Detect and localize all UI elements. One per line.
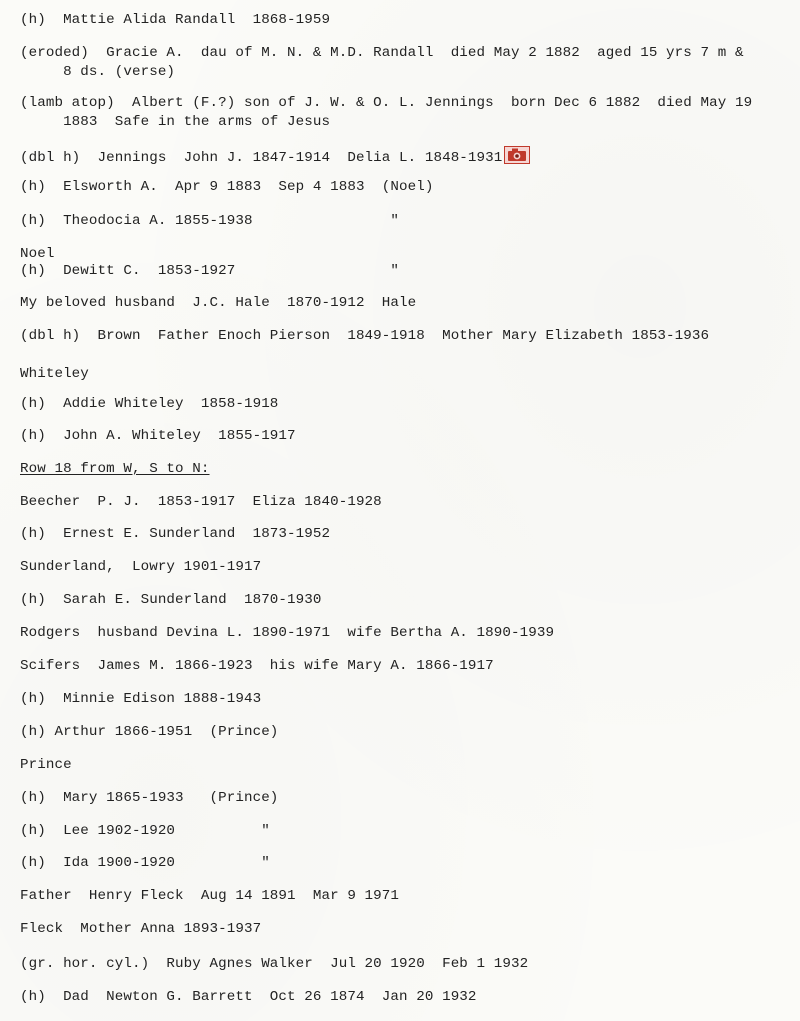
entry-jennings-text: (dbl h) Jennings John J. 1847-1914 Delia L. 1848-1931	[20, 150, 503, 166]
entry-jennings-albert: (lamb atop) Albert (F.?) son of J. W. & O. L. Jennings born Dec 6 1882 died May 19	[20, 95, 753, 111]
entry-rodgers: Rodgers husband Devina L. 1890-1971 wife Bertha A. 1890-1939	[20, 625, 555, 641]
entry-prince-heading: Prince	[20, 757, 72, 773]
entry-ida-prince: (h) Ida 1900-1920 "	[20, 855, 270, 871]
entry-jennings-john-delia	[20, 146, 530, 166]
entry-sarah-sunderland: (h) Sarah E. Sunderland 1870-1930	[20, 592, 322, 608]
entry-randall-mattie: (h) Mattie Alida Randall 1868-1959	[20, 12, 331, 28]
entry-whiteley-heading: Whiteley	[20, 366, 89, 382]
entry-hale: My beloved husband J.C. Hale 1870-1912 Hale	[20, 295, 417, 311]
entry-lee-prince: (h) Lee 1902-1920 "	[20, 823, 270, 839]
camera-icon[interactable]	[504, 146, 530, 164]
entry-noel-heading: Noel	[20, 246, 55, 262]
entry-randall-gracie: (eroded) Gracie A. dau of M. N. & M.D. Randall died May 2 1882 aged 15 yrs 7 m &	[20, 45, 744, 61]
section-heading-row-18: Row 18 from W, S to N:	[20, 461, 210, 477]
entry-jennings-albert-cont: 1883 Safe in the arms of Jesus	[20, 114, 331, 130]
entry-ruby-walker: (gr. hor. cyl.) Ruby Agnes Walker Jul 20 1920 Feb 1 1932	[20, 956, 529, 972]
entry-ernest-sunderland: (h) Ernest E. Sunderland 1873-1952	[20, 526, 331, 542]
entry-minnie-edison: (h) Minnie Edison 1888-1943	[20, 691, 262, 707]
entry-theodocia: (h) Theodocia A. 1855-1938 "	[20, 213, 400, 229]
entry-brown: (dbl h) Brown Father Enoch Pierson 1849-1918 Mother Mary Elizabeth 1853-1936	[20, 328, 710, 344]
entry-dewitt: (h) Dewitt C. 1853-1927 "	[20, 263, 400, 279]
entry-mary-prince: (h) Mary 1865-1933 (Prince)	[20, 790, 279, 806]
entry-noel-elsworth: (h) Elsworth A. Apr 9 1883 Sep 4 1883 (Noel)	[20, 179, 434, 195]
entry-scifers: Scifers James M. 1866-1923 his wife Mary A. 1866-1917	[20, 658, 494, 674]
entry-anna-fleck: Fleck Mother Anna 1893-1937	[20, 921, 262, 937]
entry-beecher: Beecher P. J. 1853-1917 Eliza 1840-1928	[20, 494, 382, 510]
entry-john-whiteley: (h) John A. Whiteley 1855-1917	[20, 428, 296, 444]
entry-arthur-prince: (h) Arthur 1866-1951 (Prince)	[20, 724, 279, 740]
entry-newton-barrett: (h) Dad Newton G. Barrett Oct 26 1874 Jan 20 1932	[20, 989, 477, 1005]
entry-henry-fleck: Father Henry Fleck Aug 14 1891 Mar 9 1971	[20, 888, 400, 904]
entry-addie-whiteley: (h) Addie Whiteley 1858-1918	[20, 396, 279, 412]
entry-randall-gracie-cont: 8 ds. (verse)	[20, 64, 176, 80]
entry-lowry-sunderland: Sunderland, Lowry 1901-1917	[20, 559, 262, 575]
